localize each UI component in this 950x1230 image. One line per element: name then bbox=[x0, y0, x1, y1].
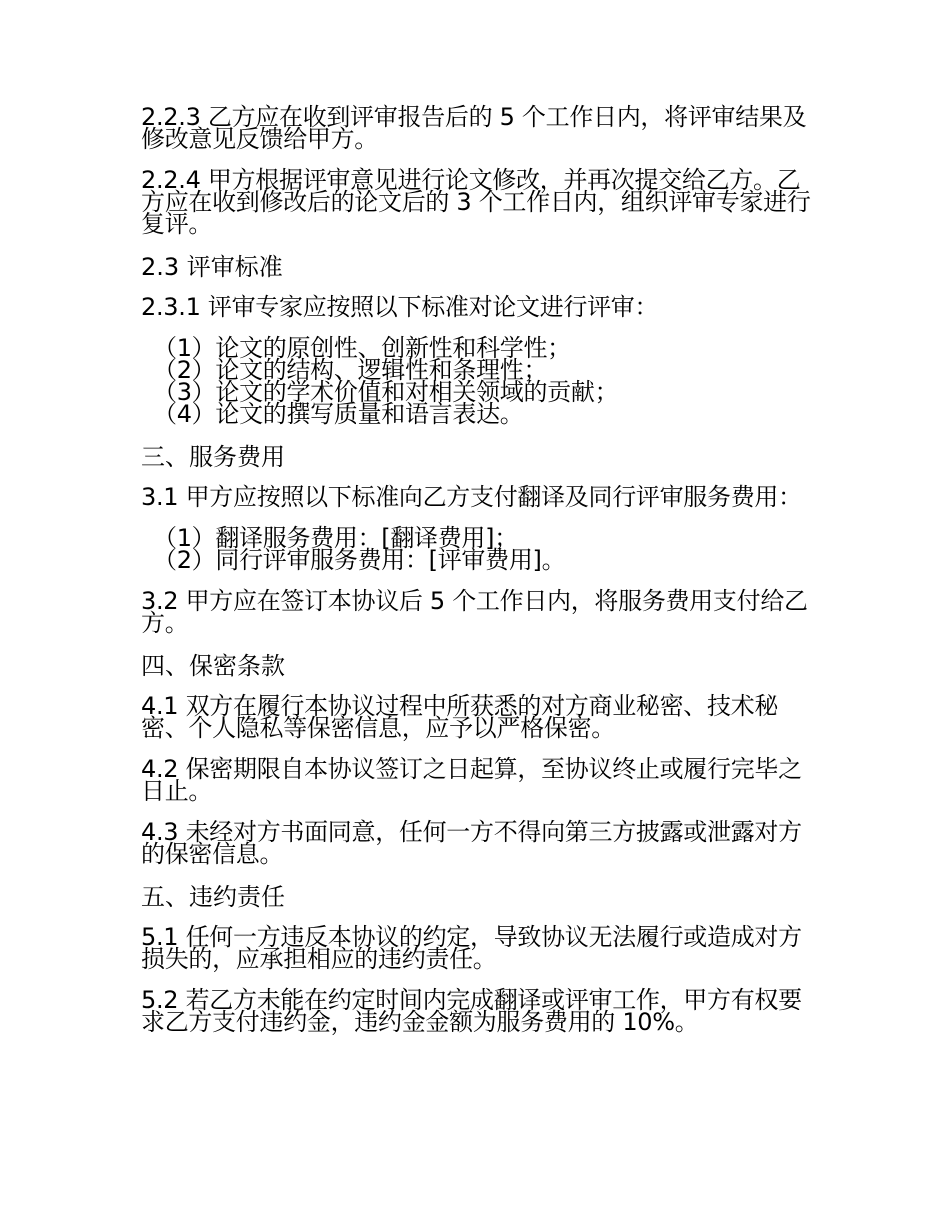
clause-4-1: 4.1 双方在履行本协议过程中所获悉的对方商业秘密、技术秘密、个人隐私等保密信息，应予以严格保密。 bbox=[141, 692, 779, 742]
section-heading-2-3: 2.3 评审标准 bbox=[141, 253, 283, 281]
fees-list bbox=[153, 524, 811, 574]
section-heading-3: 三、服务费用 bbox=[141, 443, 285, 471]
clause-2-3-1: 2.3.1 评审专家应按照以下标准对论文进行评审： bbox=[141, 293, 659, 321]
clause-5-2: 5.2 若乙方未能在约定时间内完成翻译或评审工作，甲方有权要求乙方支付违约金，违约金金额为服务费用的 10%。 bbox=[141, 986, 802, 1036]
list-item: （4）论文的撰写质量和语言表达。 bbox=[153, 400, 524, 428]
clause-4-3: 4.3 未经对方书面同意，任何一方不得向第三方披露或泄露对方的保密信息。 bbox=[141, 818, 802, 868]
list-item: （2）论文的结构、逻辑性和条理性； bbox=[153, 356, 548, 384]
clause-5-1: 5.1 任何一方违反本协议的约定，导致协议无法履行或造成对方损失的，应承担相应的违约责任。 bbox=[141, 923, 802, 973]
document-page bbox=[141, 103, 811, 1052]
clause-3-2: 3.2 甲方应在签订本协议后 5 个工作日内，将服务费用支付给乙方。 bbox=[141, 587, 808, 637]
section-heading-5: 五、违约责任 bbox=[141, 883, 285, 911]
list-item: （1）论文的原创性、创新性和科学性； bbox=[153, 334, 571, 362]
list-item: （2）同行评审服务费用：[评审费用]。 bbox=[153, 546, 566, 574]
section-heading-4: 四、保密条款 bbox=[141, 652, 285, 680]
clause-4-2: 4.2 保密期限自本协议签订之日起算，至协议终止或履行完毕之日止。 bbox=[141, 755, 802, 805]
clause-3-1: 3.1 甲方应按照以下标准向乙方支付翻译及同行评审服务费用： bbox=[141, 483, 802, 511]
criteria-list bbox=[153, 334, 811, 428]
clause-2-2-3: 2.2.3 乙方应在收到评审报告后的 5 个工作日内，将评审结果及修改意见反馈给甲方。 bbox=[141, 103, 807, 153]
list-item: （3）论文的学术价值和对相关领域的贡献； bbox=[153, 378, 619, 406]
clause-2-2-4: 2.2.4 甲方根据评审意见进行论文修改，并再次提交给乙方。乙方应在收到修改后的论文后的 3 个工作日内，组织评审专家进行复评。 bbox=[141, 166, 811, 238]
list-item: （1）翻译服务费用：[翻译费用]； bbox=[153, 524, 518, 552]
